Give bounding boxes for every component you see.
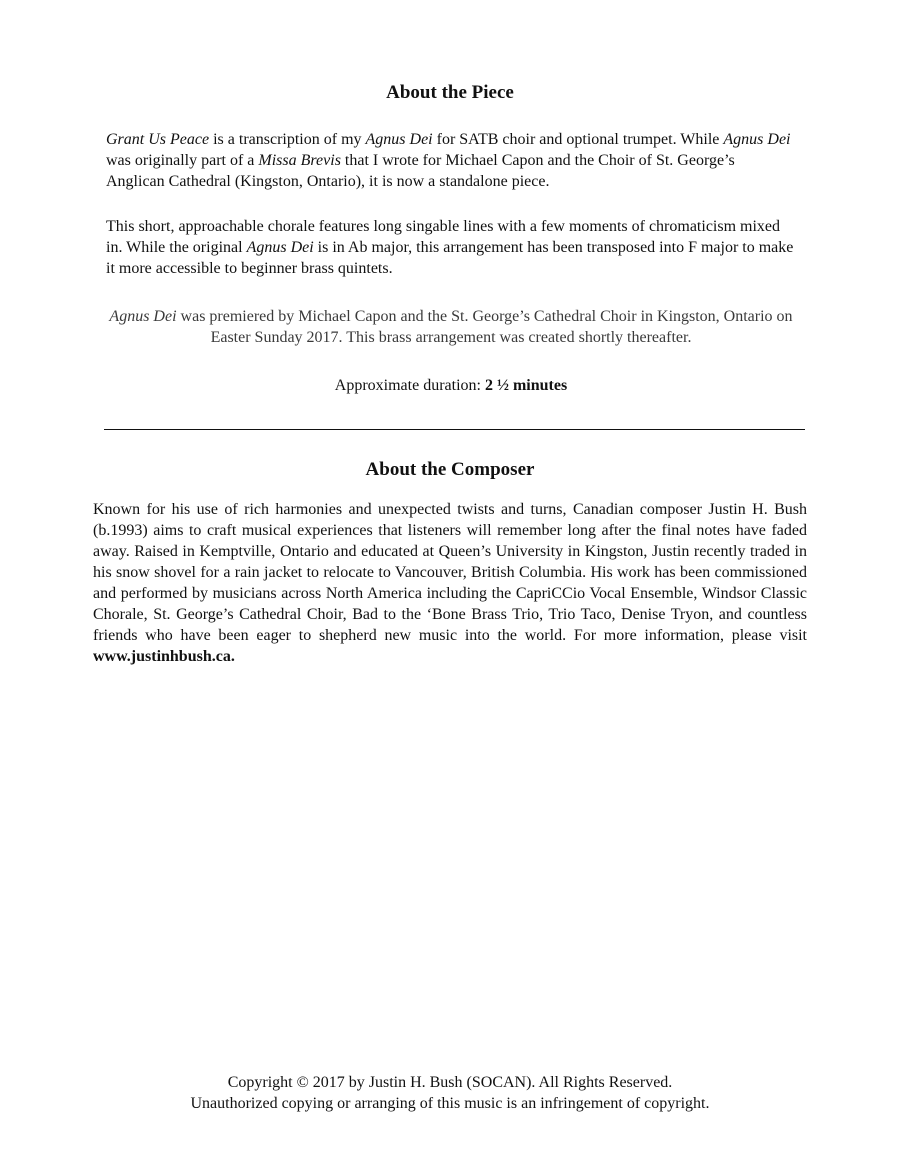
text-run: is in Ab major, this arrangement has been transposed into F major to make it more accessible to beginner brass quintets. (106, 239, 794, 277)
text-run: This short, approachable chorale features long singable lines with a few moments of chromaticism mixed in. While the original (106, 218, 781, 256)
text-run: that I wrote for Michael Capon and the Choir of St. George’s Anglican Cathedral (Kingston, Ontario), it is now a standalone piece. (106, 152, 735, 190)
work-title-italic: Agnus Dei (109, 308, 177, 325)
copyright-line: Copyright © 2017 by Justin H. Bush (SOCAN). All Rights Reserved. (227, 1074, 673, 1091)
duration-value: 2 ½ minutes (484, 377, 568, 394)
composer-bio-paragraph (93, 499, 807, 667)
about-composer-heading: About the Composer (365, 459, 535, 480)
duration-label: Approximate duration: (334, 377, 485, 394)
piece-title-italic: Grant Us Peace (106, 131, 210, 148)
text-run: for SATB choir and optional trumpet. While (432, 131, 724, 148)
premiere-note-paragraph (106, 306, 796, 348)
about-piece-heading: About the Piece (386, 82, 514, 103)
text-run: is a transcription of my (209, 131, 366, 148)
work-title-italic: Agnus Dei (365, 131, 433, 148)
work-title-italic: Agnus Dei (246, 239, 314, 256)
text-run: was premiered by Michael Capon and the St. George’s Cathedral Choir in Kingston, Ontario on Easter Sunday 2017. This brass arrangement was created shortly thereafter. (176, 308, 793, 346)
website-link[interactable]: www.justinhbush.ca. (93, 648, 235, 665)
work-title-italic: Agnus Dei (723, 131, 791, 148)
piece-description-paragraph (106, 129, 796, 192)
duration-line (106, 375, 796, 396)
section-divider (104, 429, 805, 430)
bio-text: Known for his use of rich harmonies and unexpected twists and turns, Canadian composer Justin H. Bush (b.1993) aims to craft musical experiences that listeners will remember long after the final notes have faded away. Raised in Kemptville, Ontario and educated at Queen’s University in Kingston, Justin recently traded in his snow shovel for a rain jacket to relocate to Vancouver, British Columbia. His work has been commissioned and performed by musicians across North America including the CapriCCio Vocal Ensemble, Windsor Classic Chorale, St. George’s Cathedral Choir, Bad to the ‘Bone Brass Trio, Trio Taco, Denise Tryon, and countless friends who have been eager to shepherd new music into the world. For more information, please visit (93, 501, 807, 644)
chorale-description-paragraph (106, 216, 796, 279)
text-run: was originally part of a (106, 152, 259, 169)
work-title-italic: Missa Brevis (258, 152, 341, 169)
copyright-warning-line: Unauthorized copying or arranging of this music is an infringement of copyright. (190, 1095, 710, 1112)
